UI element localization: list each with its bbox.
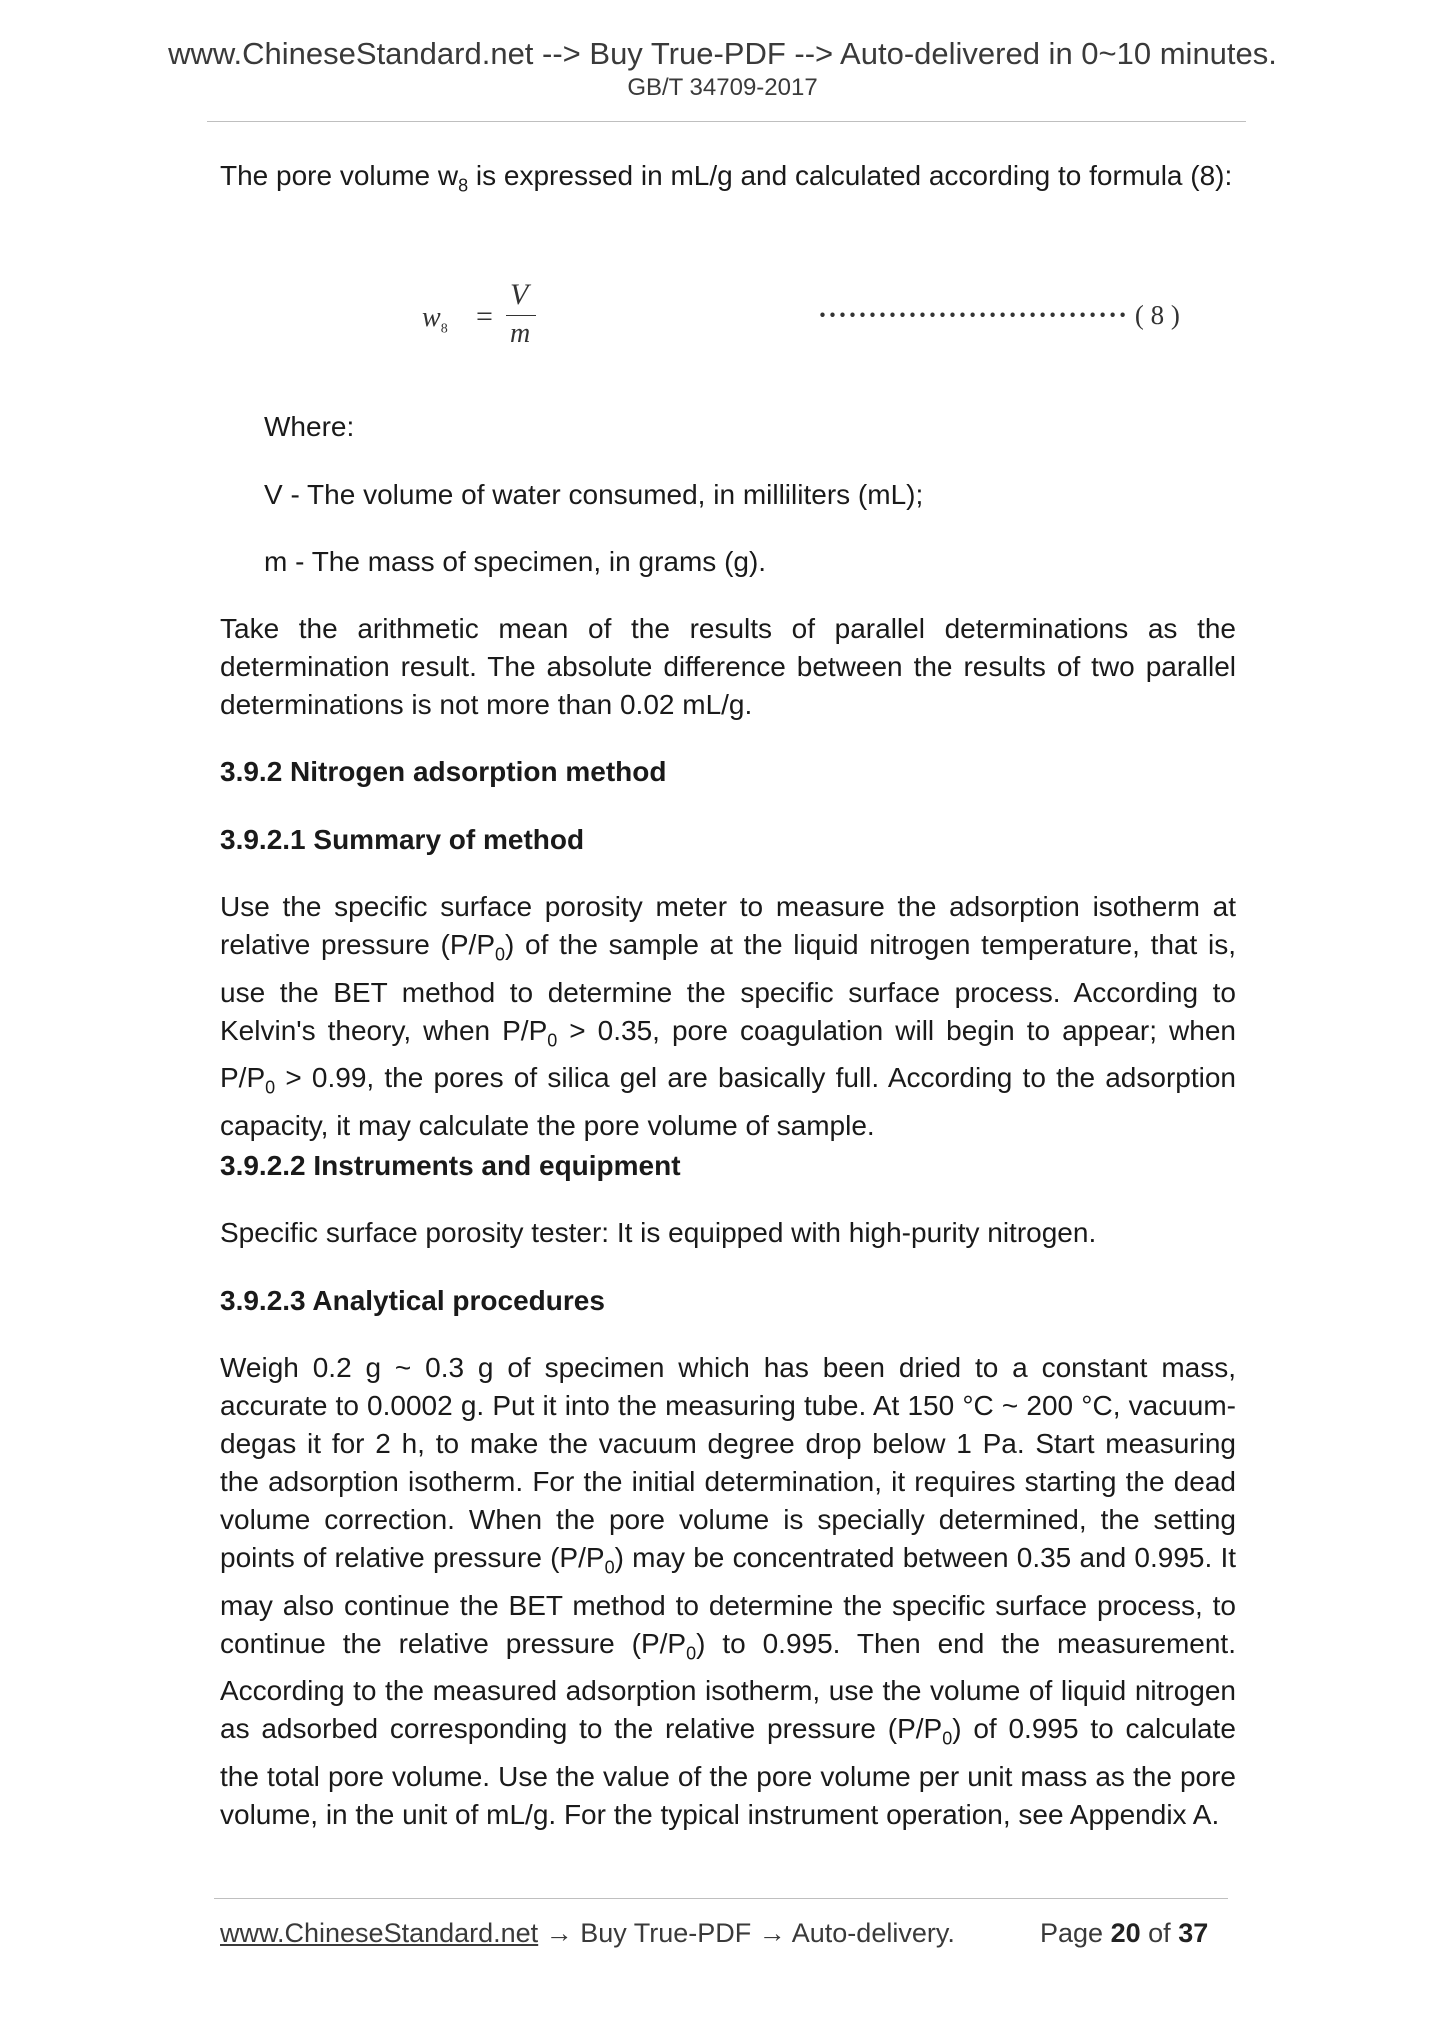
heading-3-9-2-3: 3.9.2.3 Analytical procedures: [220, 1285, 605, 1316]
header-banner[interactable]: www.ChineseStandard.net --> Buy True-PDF --> Auto-delivered in 0~10 minutes.: [168, 36, 1277, 71]
formula-numerator: V: [510, 278, 529, 311]
page-indicator: Page 20 of 37: [1040, 1918, 1209, 1948]
equation-number: ······························· ( 8 ): [818, 300, 1180, 330]
current-page: 20: [1110, 1918, 1141, 1948]
where-m: m - The mass of specimen, in grams (g).: [264, 546, 767, 577]
where-v: V - The volume of water consumed, in milliliters (mL);: [264, 479, 924, 510]
standard-number: GB/T 34709-2017: [627, 74, 818, 101]
footer-buy-link[interactable]: Buy True-PDF: [580, 1918, 752, 1948]
formula-equals: =: [476, 300, 493, 333]
heading-3-9-2-1: 3.9.2.1 Summary of method: [220, 824, 585, 855]
arrow-right-icon: →: [538, 1918, 581, 1948]
footer-divider: [214, 1898, 1228, 1899]
paragraph-procedures: Weigh 0.2 g ~ 0.3 g of specimen which has been dried to a constant mass, accurate to 0.0002 g. Put it into the measuring tube. At 150 °C ~ 200 °C, vacuum-degas it for 2 h, to make the vacuum degree drop below 1 Pa. Start measuring the adsorption isotherm. For the initial determination, it requires starting the dead volume correction. When the pore volume is specially determined, the setting points of relative pressure $(P/P_0)$ may be concentrated between 0.35 and 0.995. It may also continue the BET method to determine the specific surface process, to continue the relative pressure $(P/P_0)$ to 0.995. Then end the measurement. According to the measured adsorption isotherm, use the volume of liquid nitrogen as adsorbed corresponding to the relative pressure $(P/P_0)$ of 0.995 to calculate the total pore volume. Use the value of the pore volume per unit mass as the pore volume, in the unit of mL/g. For the typical instrument operation, see Appendix A.: [220, 1352, 1237, 1830]
formula-denominator: m: [510, 318, 531, 349]
footer-site-link[interactable]: www.ChineseStandard.net: [220, 1918, 539, 1948]
formula-8: [418, 278, 548, 358]
arrow-right-icon: →: [751, 1918, 792, 1948]
footer-delivery-text: Auto-delivery.: [791, 1918, 955, 1948]
intro-paragraph: The pore volume $w_8$ is expressed in mL/g and calculated according to formula (8):: [220, 160, 1233, 196]
heading-3-9-2-2: 3.9.2.2 Instruments and equipment: [220, 1150, 681, 1181]
paragraph-mean: Take the arithmetic mean of the results of parallel determinations as the determination result. The absolute difference between the results of two parallel determinations is not more than 0.02 mL/g.: [220, 613, 1236, 720]
heading-3-9-2: 3.9.2 Nitrogen adsorption method: [220, 756, 667, 787]
where-label: Where:: [264, 411, 355, 442]
footer-links: [220, 1918, 955, 1949]
paragraph-summary: Use the specific surface porosity meter to measure the adsorption isotherm at relative pressure $(P/P_0)$ of the sample at the liquid nitrogen temperature, that is, use the BET method to determine the specific surface process. According to Kelvin's theory, when $P/P_0 > 0.35$, pore coagulation will begin to appear; when $P/P_0 > 0.99$, the pores of silica gel are basically full. According to the adsorption capacity, it may calculate the pore volume of sample.: [220, 891, 1236, 1141]
fraction-bar: [506, 315, 536, 316]
header-divider: [207, 121, 1246, 122]
formula-lhs: $w_8$: [422, 302, 448, 337]
paragraph-instruments: Specific surface porosity tester: It is equipped with high-purity nitrogen.: [220, 1217, 1097, 1248]
total-pages: 37: [1178, 1918, 1209, 1948]
